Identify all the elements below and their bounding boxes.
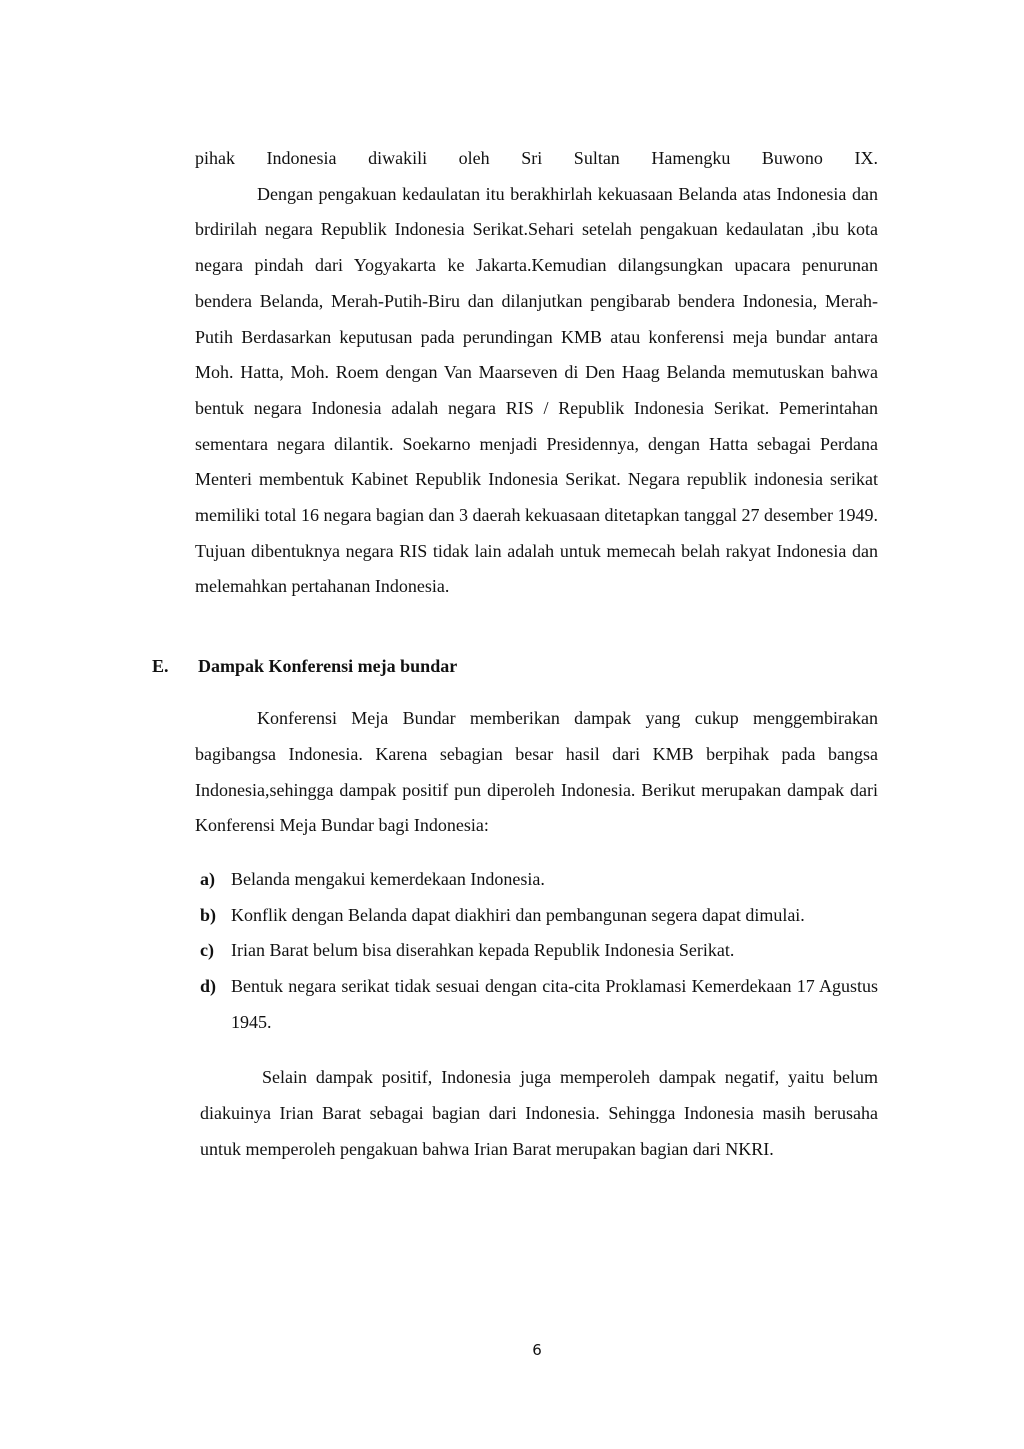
list-item [195,933,878,969]
list-item-text: Bentuk negara serikat tidak sesuai dengan cita-cita Proklamasi Kemerdekaan 17 Agustus 1945. [231,976,878,1032]
continuation-paragraph: pihak Indonesia diwakili oleh Sri Sultan Hamengku Buwono IX. [195,148,878,168]
list-item [195,898,878,934]
list-marker: d) [200,976,217,997]
page-content [152,141,878,1168]
paragraph-negative-impact: Selain dampak positif, Indonesia juga memperoleh dampak negatif, yaitu belum diakuinya Irian Barat sebagai bagian dari Indonesia. Sehingga Indonesia masih berusaha untuk memperoleh pengakuan bahwa Irian Barat merupakan bagian dari NKRI. [200,1067,878,1159]
section-heading [152,648,878,684]
list-item [195,862,878,898]
list-item-text: Irian Barat belum bisa diserahkan kepada Republik Indonesia Serikat. [231,940,735,961]
list-item-text: Konflik dengan Belanda dapat diakhiri dan pembangunan segera dapat dimulai. [231,904,805,925]
list-marker: b) [200,904,217,925]
section-number: E. [152,656,169,677]
list-marker: a) [200,868,215,889]
paragraph-dampak-intro: Konferensi Meja Bundar memberikan dampak yang cukup menggembirakan bagibangsa Indonesia. Karena sebagian besar hasil dari KMB berpihak pada bangsa Indonesia,sehingga dampak positif pun diperoleh Indonesia. Berikut merupakan dampak dari Konferensi Meja Bundar bagi Indonesia: [195,708,878,836]
section-title: Dampak Konferensi meja bundar [198,656,458,677]
list-item [195,969,878,1040]
page-number: 6 [532,1341,542,1359]
list-item-text: Belanda mengakui kemerdekaan Indonesia. [231,868,545,889]
list-marker: c) [200,940,214,961]
impact-list [195,862,878,1041]
paragraph-ris: Dengan pengakuan kedaulatan itu berakhirlah kekuasaan Belanda atas Indonesia dan brdirilah negara Republik Indonesia Serikat.Sehari setelah pengakuan kedaulatan ,ibu kota negara pindah dari Yogyakarta ke Jakarta.Kemudian dilangsungkan upacara penurunan bendera Belanda, Merah-Putih-Biru dan dilanjutkan pengibarab bendera Indonesia, Merah-Putih Berdasarkan keputusan pada perundingan KMB atau konferensi meja bundar antara Moh. Hatta, Moh. Roem dengan Van Maarseven di Den Haag Belanda memutuskan bahwa bentuk negara Indonesia adalah negara RIS / Republik Indonesia Serikat. Pemerintahan sementara negara dilantik. Soekarno menjadi Presidennya, dengan Hatta sebagai Perdana Menteri membentuk Kabinet Republik Indonesia Serikat. Negara republik indonesia serikat memiliki total 16 negara bagian dan 3 daerah kekuasaan ditetapkan tanggal 27 desember 1949. Tujuan dibentuknya negara RIS tidak lain adalah untuk memecah belah rakyat Indonesia dan melemahkan pertahanan Indonesia. [195,183,878,597]
